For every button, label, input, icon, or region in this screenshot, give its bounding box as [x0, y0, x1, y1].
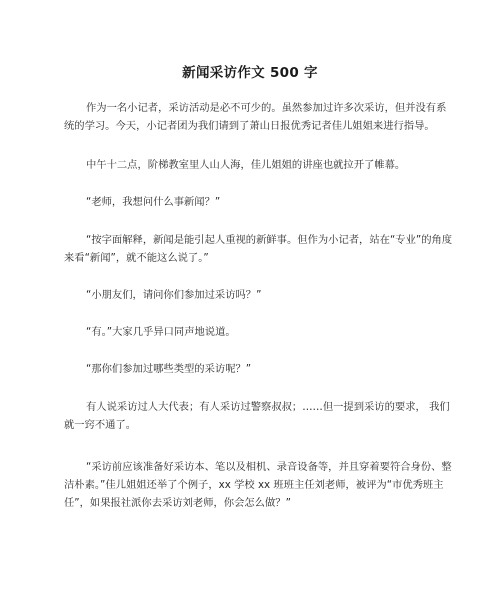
document-title: 新闻采访作文 500 字 [182, 65, 318, 81]
paragraph-preparation: “采访前应该准备好采访本、笔以及相机、录音设备等，并且穿着要符合身份、整洁朴素。”佳儿姐姐还举了个例子，xx 学校 xx 班班主任刘老师，被评为“市优秀班主任”，如果报社派你去采访刘老师，你会怎么做？” [64, 461, 452, 509]
paragraph-intro: 作为一名小记者，采访活动是必不可少的。虽然参加过许多次采访，但并没有系统的学习。今天，小记者团为我们请到了萧山日报优秀记者佳儿姐姐来进行指导。 [64, 102, 447, 132]
paragraph-lecture-start: 中午十二点，阶梯教室里人山人海，佳儿姐姐的讲座也就拉开了帷幕。 [86, 159, 406, 171]
paragraph-question-news: “老师，我想问什么事新闻？” [86, 196, 221, 208]
paragraph-answer-yes: “有。”大家几乎异口同声地说道。 [86, 326, 236, 338]
paragraph-interview-examples: 有人说采访过人大代表；有人采访过警察叔叔；……但一提到采访的要求， 我们就一窍不通了。 [64, 401, 450, 431]
paragraph-question-interview: “小朋友们，请问你们参加过采访吗？” [86, 289, 262, 301]
paragraph-news-definition: “按字面解释，新闻是能引起人重视的新鲜事。但作为小记者，站在“专业”的角度来看“新闻”，就不能这么说了。” [64, 234, 453, 264]
paragraph-question-types: “那你们参加过哪些类型的采访呢？” [86, 363, 252, 375]
